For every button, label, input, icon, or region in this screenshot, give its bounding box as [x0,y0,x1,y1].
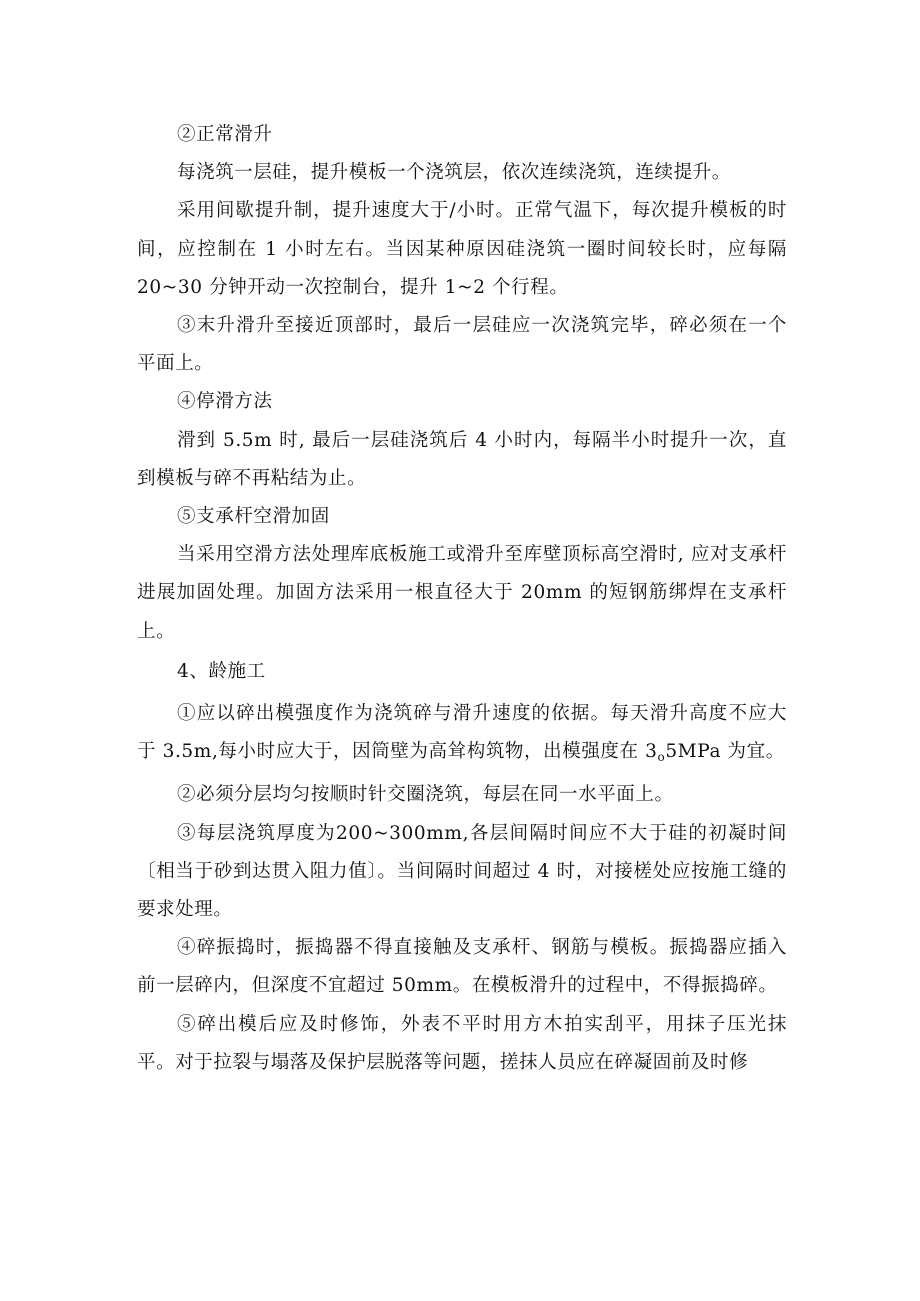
paragraph-text-tail: 5MPa 为宜。 [665,741,785,763]
document-body [137,116,787,1082]
paragraph: ②正常滑升 [177,124,273,145]
paragraph: 每浇筑一层硅，提升模板一个浇筑层，依次连续浇筑，连续提升。 [177,162,731,184]
paragraph: ⑤支承杆空滑加固 [177,506,330,528]
paragraph [137,695,787,776]
paragraph: 滑到 5.5m 时, 最后一层硅浇筑后 4 小时内，每隔半小时提升一次，直到模板与碎不再粘结为止。 [137,429,787,489]
paragraph-text: ①应以碎出模强度作为浇筑碎与滑升速度的依据。每天滑升高度不应大于 3.5m,每小时应大于，因筒壁为高耸构筑物，出模强度在 3 [137,703,787,763]
paragraph: ③每层浇筑厚度为200~300mm,各层间隔时间应不大于硅的初凝时间〔相当于砂到达贯入阻力值〕。当间隔时间超过 4 时，对接槎处应按施工缝的要求处理。 [137,822,787,921]
paragraph: ④碎振捣时，振捣器不得直接触及支承杆、钢筋与模板。振捣器应插入前一层碎内，但深度不宜超过 50mm。在模板滑升的过程中，不得振捣碎。 [137,937,787,997]
paragraph: 采用间歇提升制，提升速度大于/小时。正常气温下，每次提升模板的时间，应控制在 1 小时左右。当因某种原因硅浇筑一圈时间较长时，应每隔 20~30 分钟开动一次控制台，提升 1~2 个行程。 [137,200,787,298]
paragraph: ②必须分层均匀按顺时针交圈浇筑，每层在同一水平面上。 [177,784,674,806]
paragraph: ③末升滑升至接近顶部时，最后一层硅应一次浇筑完毕，碎必须在一个平面上。 [137,315,787,375]
subscript-text: o [657,750,666,765]
paragraph: ⑤碎出模后应及时修饰，外表不平时用方木拍实刮平，用抹子压光抹平。对于拉裂与塌落及保护层脱落等问题，搓抹人员应在碎凝固前及时修 [137,1013,787,1073]
section-heading: 4、龄施工 [177,660,266,682]
paragraph: 当采用空滑方法处理库底板施工或滑升至库壁顶标高空滑时, 应对支承杆进展加固处理。加固方法采用一根直径大于 20mm 的短钢筋绑焊在支承杆上。 [137,544,787,642]
paragraph: ④停滑方法 [177,391,273,413]
